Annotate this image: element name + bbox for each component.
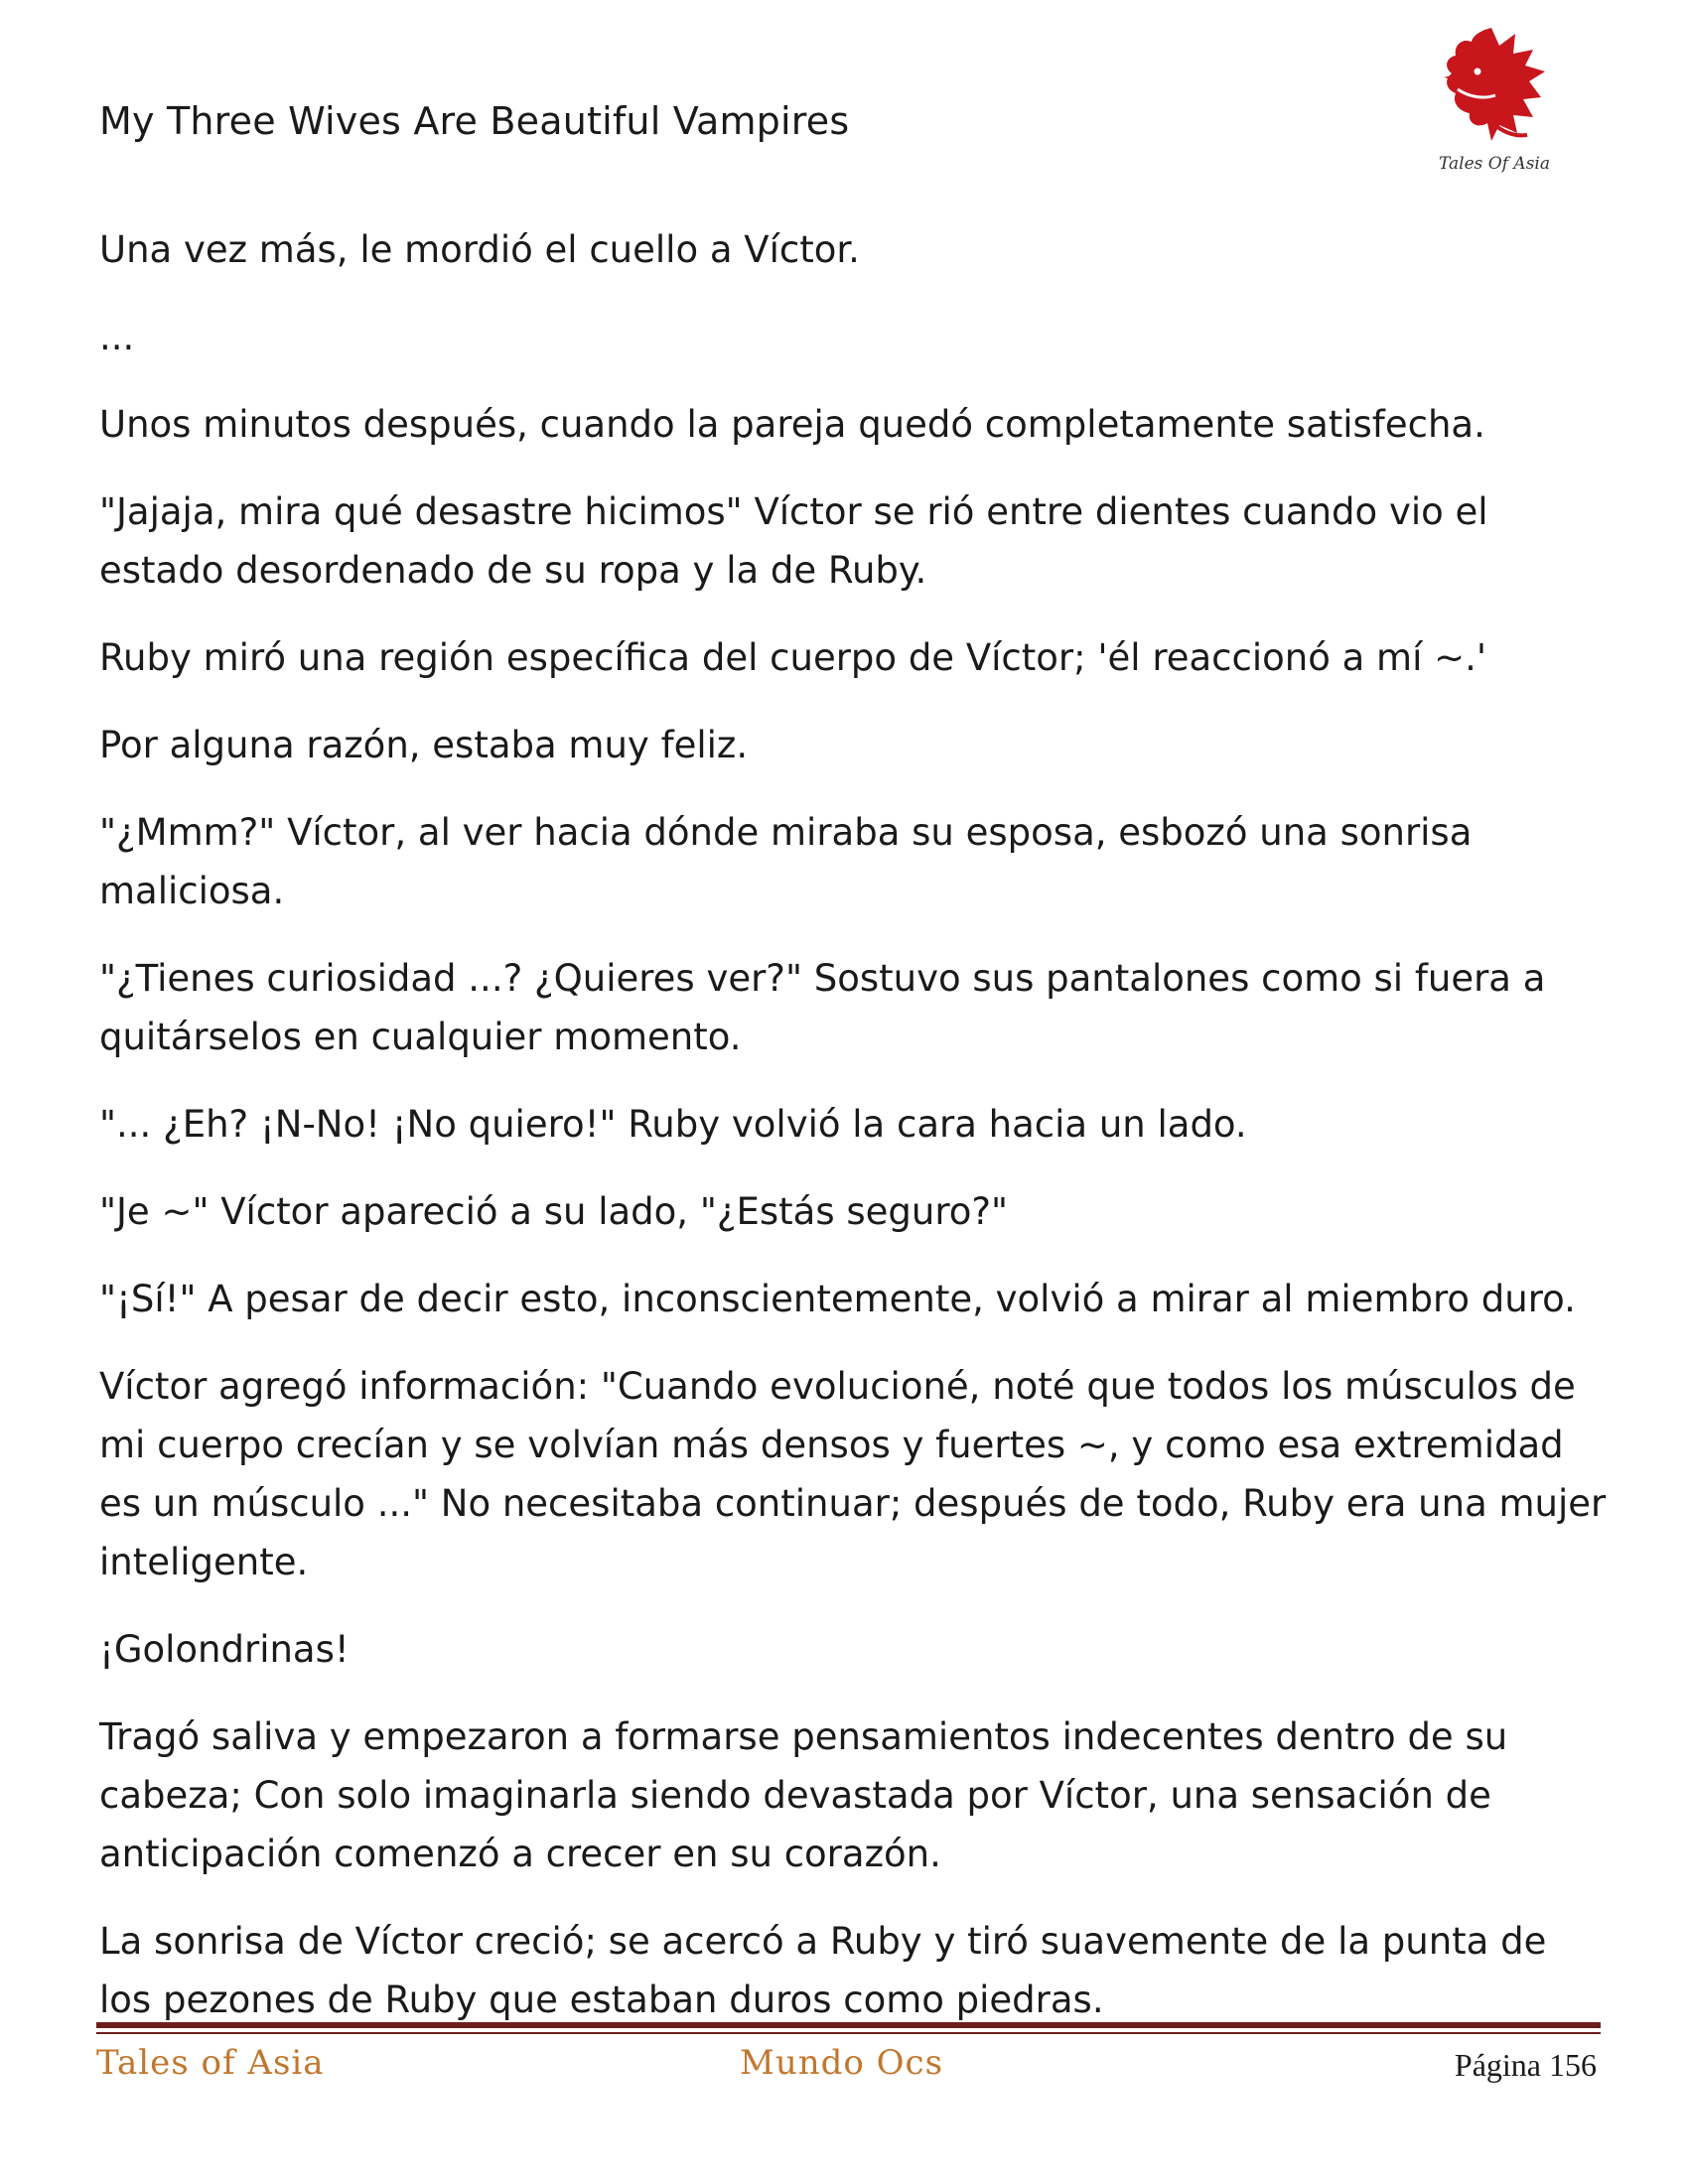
footer-group-name: Mundo Ocs [740, 2043, 944, 2083]
paragraph: Víctor agregó información: "Cuando evolucioné, noté que todos los músculos de mi cuerpo crecían y se volvían más densos y fuertes ~, y como esa extremidad es un músculo ..." No necesitaba continuar; después de todo, Ruby era una mujer inteligente. [99, 1365, 1607, 1583]
paragraph: Unos minutos después, cuando la pareja quedó completamente satisfecha. [99, 403, 1485, 446]
tales-of-asia-logo [1430, 20, 1559, 179]
document-title: My Three Wives Are Beautiful Vampires [99, 99, 850, 143]
footer-divider-thin [96, 2032, 1601, 2034]
dragon-logo-icon [1430, 20, 1559, 179]
paragraph: "¿Mmm?" Víctor, al ver hacia dónde miraba su esposa, esbozó una sonrisa maliciosa. [99, 811, 1473, 912]
footer-site-name: Tales of Asia [96, 2043, 325, 2083]
paragraph: "¿Tienes curiosidad ...? ¿Quieres ver?" Sostuvo sus pantalones como si fuera a quitárselos en cualquier momento. [99, 957, 1546, 1058]
chapter-body [99, 220, 1609, 2058]
paragraph: ¡Golondrinas! [99, 1628, 350, 1671]
page-number: Página 156 [1454, 2047, 1597, 2083]
paragraph: Tragó saliva y empezaron a formarse pensamientos indecentes dentro de su cabeza; Con solo imaginarla siendo devastada por Víctor, una sensación de anticipación comenzó a crecer en su corazón. [99, 1715, 1508, 1875]
paragraph: Ruby miró una región específica del cuerpo de Víctor; 'él reaccionó a mí ~.' [99, 636, 1487, 679]
paragraph: ... [99, 316, 135, 358]
paragraph: "... ¿Eh? ¡N-No! ¡No quiero!" Ruby volvió la cara hacia un lado. [99, 1103, 1247, 1146]
footer-divider [96, 2022, 1601, 2028]
paragraph: Una vez más, le mordió el cuello a Víctor. [99, 228, 860, 271]
paragraph: "¡Sí!" A pesar de decir esto, inconscientemente, volvió a mirar al miembro duro. [99, 1278, 1576, 1320]
svg-text:Tales Of Asia: Tales Of Asia [1439, 154, 1550, 174]
paragraph: La sonrisa de Víctor creció; se acercó a Ruby y tiró suavemente de la punta de los pezones de Ruby que estaban duros como piedras. [99, 1920, 1547, 2021]
paragraph: "Jajaja, mira qué desastre hicimos" Víctor se rió entre dientes cuando vio el estado desordenado de su ropa y la de Ruby. [99, 490, 1488, 592]
paragraph: Por alguna razón, estaba muy feliz. [99, 724, 749, 766]
paragraph: "Je ~" Víctor apareció a su lado, "¿Estás seguro?" [99, 1190, 1009, 1233]
